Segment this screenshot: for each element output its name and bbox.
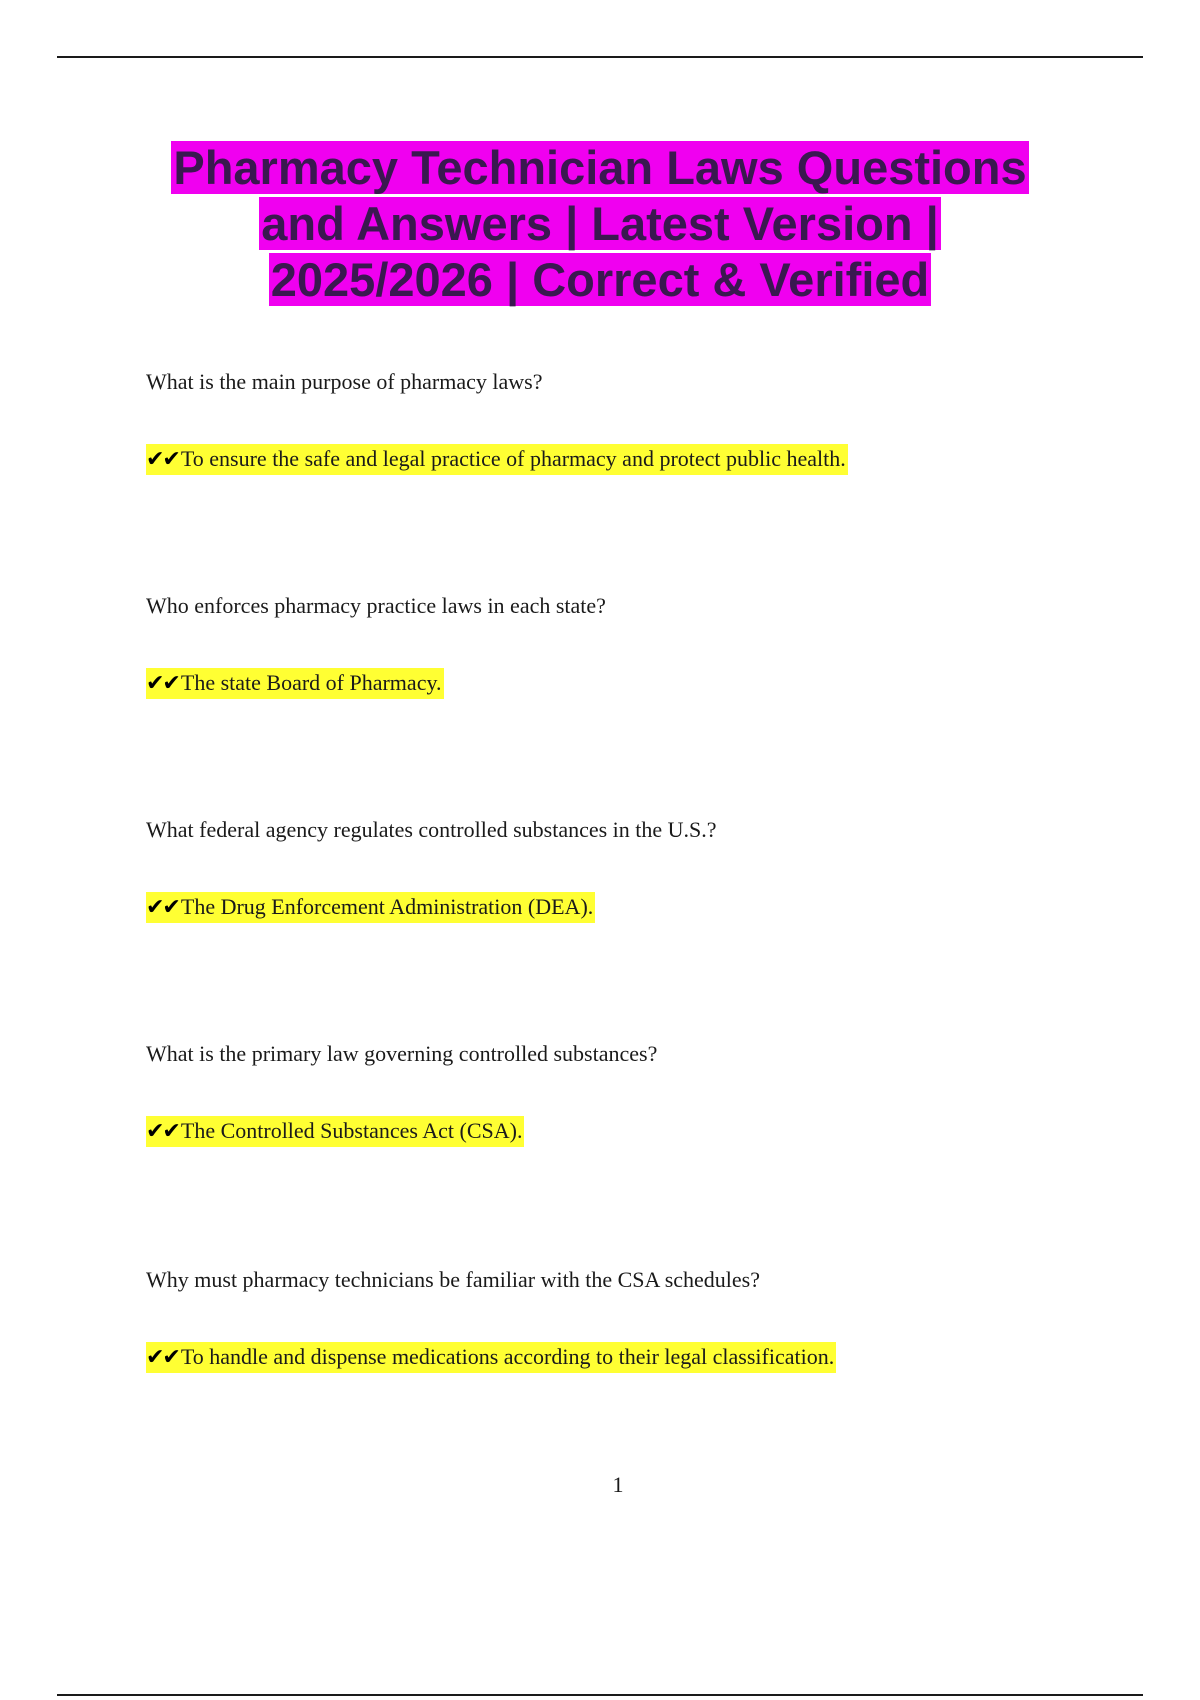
double-check-icon: ✔✔	[146, 671, 179, 696]
question-text: Why must pharmacy technicians be familiar with the CSA schedules?	[146, 1267, 761, 1292]
double-check-icon: ✔✔	[146, 447, 179, 472]
question-text: What federal agency regulates controlled substances in the U.S.?	[146, 817, 717, 842]
title-line-2: and Answers | Latest Version |	[261, 197, 939, 250]
answer-text: The Drug Enforcement Administration (DEA).	[180, 894, 594, 919]
title-line-3: 2025/2026 | Correct & Verified	[270, 253, 930, 306]
document-title	[100, 140, 1100, 308]
answer	[146, 444, 1106, 475]
answer-highlight	[146, 668, 444, 699]
answer	[146, 1342, 1106, 1373]
question-text: What is the main purpose of pharmacy laws?	[146, 369, 543, 394]
answer	[146, 1116, 1106, 1147]
footer-rule	[57, 1694, 1143, 1696]
qa-item-3	[146, 816, 1106, 923]
answer-text: The state Board of Pharmacy.	[180, 670, 442, 695]
answer-text: The Controlled Substances Act (CSA).	[180, 1118, 523, 1143]
answer	[146, 668, 1106, 699]
answer-highlight	[146, 444, 848, 475]
qa-item-2	[146, 592, 1106, 699]
qa-item-4	[146, 1040, 1106, 1147]
page-number: 1	[612, 1472, 624, 1497]
double-check-icon: ✔✔	[146, 1345, 179, 1370]
qa-item-5	[146, 1266, 1106, 1373]
question-text: Who enforces pharmacy practice laws in each state?	[146, 593, 606, 618]
answer-text: To handle and dispense medications according to their legal classification.	[180, 1344, 835, 1369]
answer-text: To ensure the safe and legal practice of pharmacy and protect public health.	[180, 446, 846, 471]
qa-item-1	[146, 368, 1106, 475]
title-line-1: Pharmacy Technician Laws Questions	[173, 141, 1027, 194]
header-rule	[57, 56, 1143, 58]
question-text: What is the primary law governing controlled substances?	[146, 1041, 658, 1066]
double-check-icon: ✔✔	[146, 895, 179, 920]
answer	[146, 892, 1106, 923]
answer-highlight	[146, 892, 595, 923]
answer-highlight	[146, 1342, 836, 1373]
double-check-icon: ✔✔	[146, 1119, 179, 1144]
answer-highlight	[146, 1116, 524, 1147]
